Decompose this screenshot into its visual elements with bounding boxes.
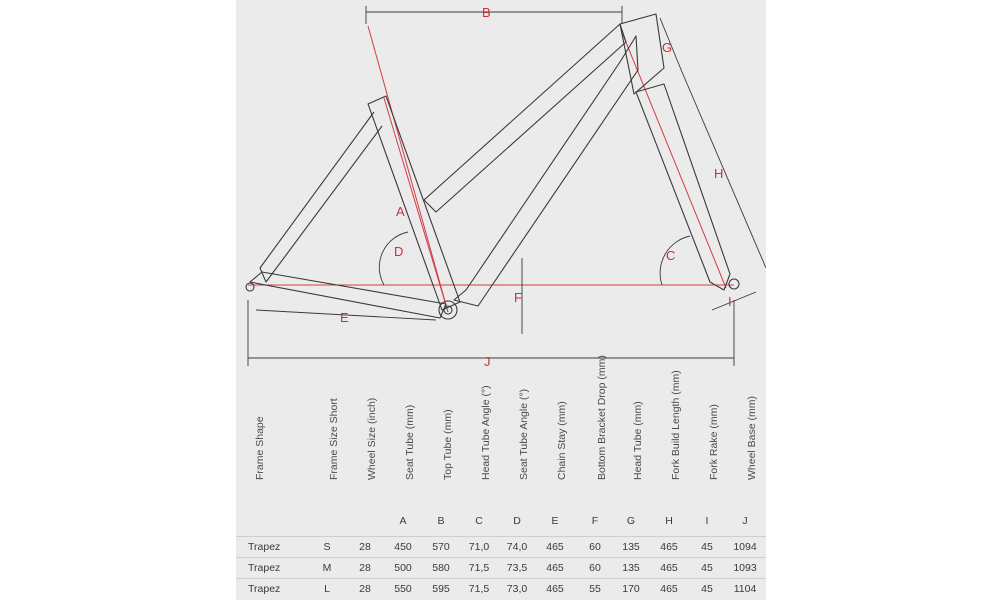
table-cell: 73,0 [506, 583, 528, 595]
table-cell: 465 [546, 541, 564, 553]
dimension-code: J [742, 515, 748, 527]
column-header-label: Bottom Bracket Drop (mm) [596, 355, 608, 480]
column-header-label: Frame Shape [254, 416, 266, 480]
table-cell: 28 [359, 541, 371, 553]
dimension-code: E [551, 515, 559, 527]
dimension-code: A [399, 515, 407, 527]
table-cell: 28 [359, 583, 371, 595]
table-row [236, 557, 766, 579]
column-header-label: Fork Build Length (mm) [670, 370, 682, 480]
column-header-label: Head Tube (mm) [632, 401, 644, 480]
label-b: B [482, 5, 491, 20]
table-cell: L [324, 583, 330, 595]
column-header-label: Seat Tube (mm) [404, 404, 416, 480]
table-cell: 71,5 [468, 583, 490, 595]
column-header-label: Wheel Size (inch) [366, 397, 378, 480]
table-cell: 73,5 [506, 562, 528, 574]
table-cell: 450 [394, 541, 412, 553]
table-cell: 1104 [733, 583, 757, 595]
table-cell: 55 [589, 583, 601, 595]
table-cell: 135 [622, 541, 640, 553]
column-header-label: Seat Tube Angle (°) [518, 388, 530, 480]
dimension-code: D [513, 515, 521, 527]
dimension-code: C [475, 515, 483, 527]
label-e: E [340, 310, 349, 325]
dimension-code: I [705, 515, 709, 527]
table-cell: 550 [394, 583, 412, 595]
table-cell: 465 [546, 583, 564, 595]
table-cell: 465 [660, 583, 678, 595]
table-cell: M [322, 562, 332, 574]
geometry-table [236, 355, 766, 600]
table-cell: 170 [622, 583, 640, 595]
table-cell: Trapez [248, 583, 281, 595]
table-cell: 45 [701, 583, 713, 595]
label-j: J [484, 354, 491, 369]
table-row [236, 578, 766, 600]
table-cell: 60 [589, 562, 601, 574]
table-code-row [236, 506, 766, 536]
label-i: I [728, 294, 732, 309]
column-header-label: Chain Stay (mm) [556, 401, 568, 480]
table-cell: 595 [432, 583, 450, 595]
column-header-label: Frame Size Short [328, 398, 340, 480]
reference-line-seat-tube [384, 98, 448, 312]
frame-geometry-diagram [236, 0, 766, 370]
table-cell: 465 [660, 562, 678, 574]
table-cell: 570 [432, 541, 450, 553]
column-header-label: Top Tube (mm) [442, 409, 454, 480]
table-cell: 71,5 [468, 562, 490, 574]
table-cell: 74,0 [506, 541, 528, 553]
label-f: F [514, 290, 522, 305]
table-cell: 1093 [733, 562, 757, 574]
table-cell: 71,0 [468, 541, 490, 553]
geometry-sheet [236, 0, 766, 600]
table-cell: 465 [660, 541, 678, 553]
table-cell: 60 [589, 541, 601, 553]
dimension-code: F [591, 515, 599, 527]
table-cell: 28 [359, 562, 371, 574]
label-g: G [662, 40, 673, 55]
table-cell: Trapez [248, 562, 281, 574]
column-header-label: Wheel Base (mm) [746, 395, 758, 480]
table-cell: 465 [546, 562, 564, 574]
dimension-code: B [437, 515, 445, 527]
table-cell: 500 [394, 562, 412, 574]
table-cell: 135 [622, 562, 640, 574]
table-cell: 45 [701, 541, 713, 553]
column-header-label: Head Tube Angle (°) [480, 385, 492, 480]
table-cell: 45 [701, 562, 713, 574]
label-a: A [396, 204, 405, 219]
table-cell: S [323, 541, 331, 553]
dimension-code: H [665, 515, 673, 527]
dimension-code: G [626, 515, 636, 527]
bicycle-frame [246, 14, 739, 319]
label-c: C [666, 248, 676, 263]
reference-line-top [368, 26, 448, 312]
table-cell: Trapez [248, 541, 281, 553]
table-cell: 1094 [733, 541, 757, 553]
table-row [236, 536, 766, 558]
table-cell: 580 [432, 562, 450, 574]
label-h: H [714, 166, 724, 181]
column-header-label: Fork Rake (mm) [708, 404, 720, 480]
label-d: D [394, 244, 404, 259]
dimension-lines [248, 6, 766, 366]
